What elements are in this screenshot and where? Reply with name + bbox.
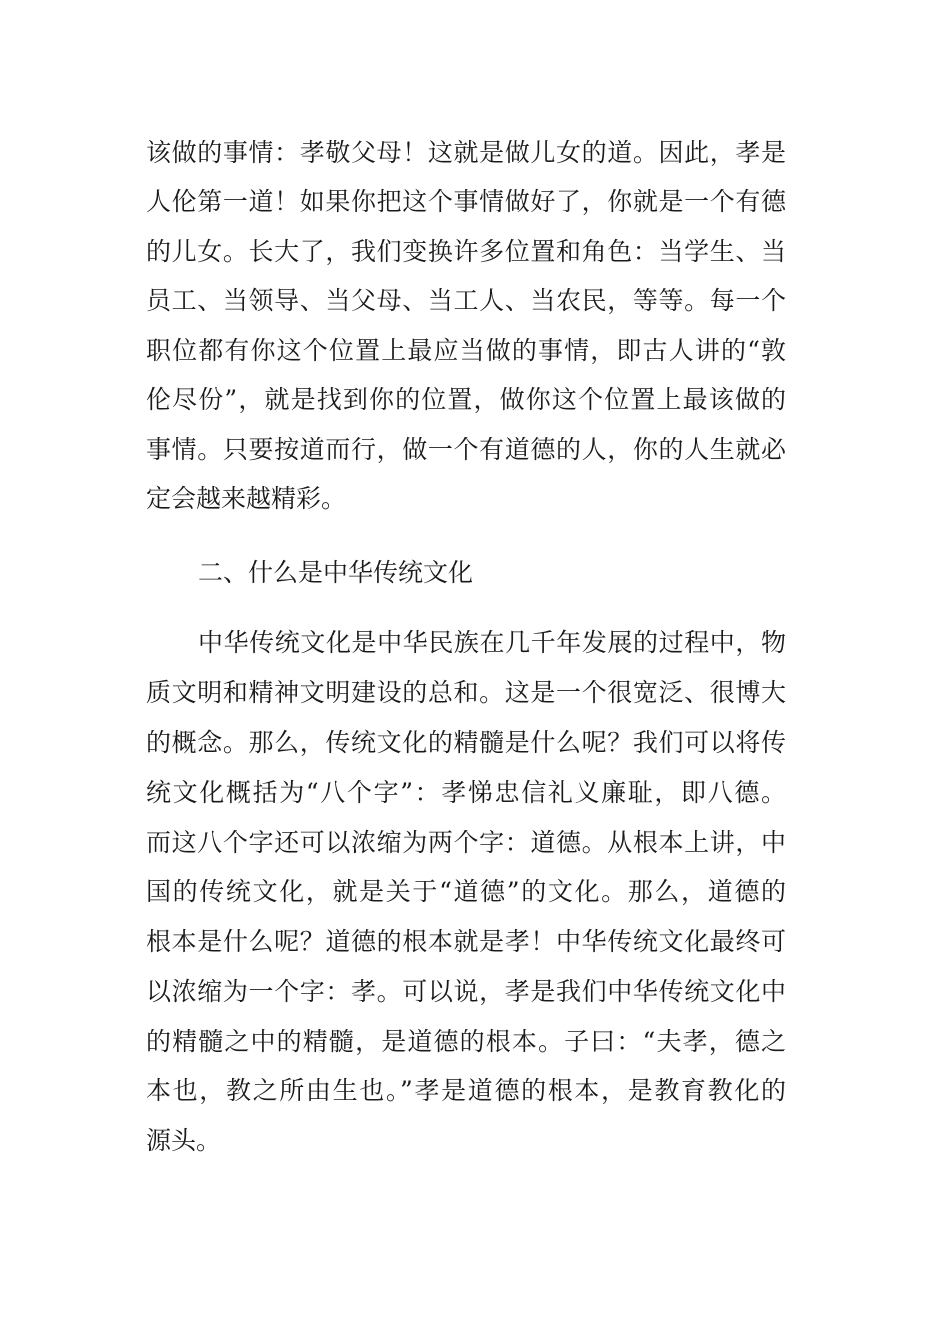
paragraph-2-line-4: 统文化概括为“八个字”：孝悌忠信礼义廉耻，即八德。: [146, 778, 786, 807]
paragraph-2-line-8: 以浓缩为一个字：孝。可以说，孝是我们中华传统文化中: [146, 977, 786, 1006]
paragraph-2-line-7: 根本是什么呢？道德的根本就是孝！中华传统文化最终可: [146, 927, 786, 956]
paragraph-2-line-6: 国的传统文化，就是关于“道德”的文化。那么，道德的: [146, 877, 786, 906]
paragraph-1-line-3: 的儿女。长大了，我们变换许多位置和角色：当学生、当: [146, 237, 786, 266]
paragraph-2-line-5: 而这八个字还可以浓缩为两个字：道德。从根本上讲，中: [146, 828, 786, 857]
paragraph-2-line-10: 本也，教之所由生也。”孝是道德的根本，是教育教化的: [146, 1076, 786, 1105]
paragraph-2-line-2: 质文明和精神文明建设的总和。这是一个很宽泛、很博大: [146, 678, 786, 707]
paragraph-2-line-3: 的概念。那么，传统文化的精髓是什么呢？我们可以将传: [146, 728, 786, 757]
paragraph-2-line-11: 源头。: [146, 1126, 222, 1155]
paragraph-1-line-1: 该做的事情：孝敬父母！这就是做儿女的道。因此，孝是: [146, 138, 786, 167]
paragraph-1-line-8: 定会越来越精彩。: [146, 484, 347, 513]
paragraph-1-line-4: 员工、当领导、当父母、当工人、当农民，等等。每一个: [146, 286, 786, 315]
paragraph-2-line-1: 中华传统文化是中华民族在几千年发展的过程中，物: [198, 628, 786, 657]
paragraph-2-line-9: 的精髓之中的精髓，是道德的根本。子曰：“夫孝，德之: [146, 1027, 786, 1056]
section-heading: 二、什么是中华传统文化: [198, 558, 474, 587]
paragraph-1-line-5: 职位都有你这个位置上最应当做的事情，即古人讲的“敦: [146, 336, 786, 365]
paragraph-1-line-2: 人伦第一道！如果你把这个事情做好了，你就是一个有德: [146, 187, 786, 216]
paragraph-1-line-6: 伦尽份”，就是找到你的位置，做你这个位置上最该做的: [146, 385, 786, 414]
paragraph-1-line-7: 事情。只要按道而行，做一个有道德的人，你的人生就必: [146, 435, 786, 464]
